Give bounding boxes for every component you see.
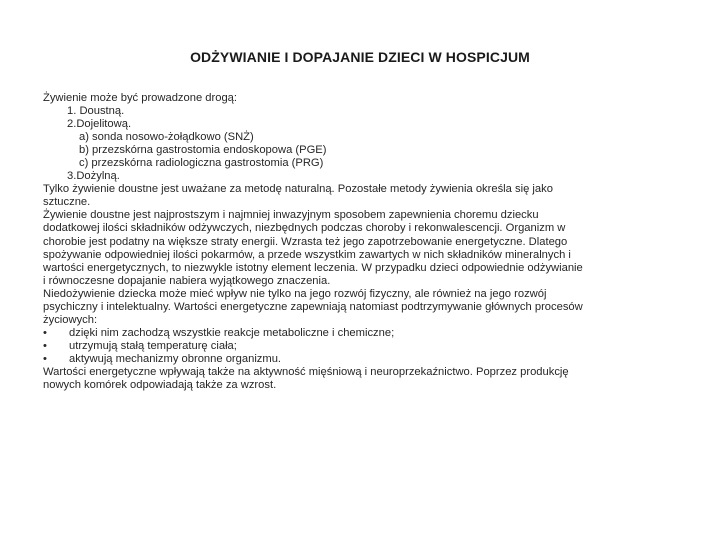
bullet-item bbox=[43, 340, 683, 353]
bullet-item bbox=[43, 353, 683, 366]
list-item: 2.Dojelitową. bbox=[67, 118, 132, 131]
text-line: dodatkowej ilości składników odżywczych, niezbędnych podczas choroby i rekonwalescencji. Organizm w bbox=[43, 222, 566, 235]
text-line: wartości energetycznych, to niezwykle istotny element leczenia. W przypadku dzieci odpowiednie odżywianie bbox=[43, 261, 583, 274]
text-line: spożywanie odpowiedniej ilości pokarmów, a przede wszystkim zawartych w nich składników mineralnych i bbox=[43, 248, 571, 261]
bullet-text: dzięki nim zachodzą wszystkie reakcje metaboliczne i chemiczne; bbox=[69, 326, 395, 339]
text-line: Żywienie doustne jest najprostszym i najmniej inwazyjnym sposobem zapewnienia choremu dziecku bbox=[43, 209, 539, 222]
text-line: Tylko żywienie doustne jest uważane za metodę naturalną. Pozostałe metody żywienia określa się jako bbox=[43, 183, 553, 196]
document-body bbox=[43, 92, 683, 392]
sub-list-item: c) przezskórna radiologiczna gastrostomia (PRG) bbox=[79, 157, 324, 170]
bullet-item bbox=[43, 327, 683, 340]
text-line: nowych komórek odpowiadają także za wzrost. bbox=[43, 379, 277, 392]
bullet-icon: • bbox=[43, 326, 47, 339]
text-line: i równoczesne dopajanie nabiera wyjątkowego znaczenia. bbox=[43, 274, 331, 287]
text-line: chorobie jest podatny na większe straty energii. Wzrasta też jego zapotrzebowanie energetyczne. Dlatego bbox=[43, 235, 568, 248]
sub-list-item: b) przezskórna gastrostomia endoskopowa (PGE) bbox=[79, 144, 327, 157]
bullet-text: utrzymują stałą temperaturę ciała; bbox=[69, 339, 237, 352]
list-item: 1. Doustną. bbox=[67, 105, 125, 118]
text-line: Żywienie może być prowadzone drogą: bbox=[43, 92, 238, 104]
text-line: życiowych: bbox=[43, 313, 98, 326]
text-line: Wartości energetyczne wpływają także na aktywność mięśniową i neuroprzekaźnictwo. Poprzez produkcję bbox=[43, 365, 569, 378]
bullet-icon: • bbox=[43, 352, 47, 365]
page-title: ODŻYWIANIE I DOPAJANIE DZIECI W HOSPICJUM bbox=[190, 49, 530, 65]
text-line: Niedożywienie dziecka może mieć wpływ nie tylko na jego rozwój fizyczny, ale również na jego rozwój bbox=[43, 287, 547, 300]
text-line: psychiczny i intelektualny. Wartości energetyczne zapewniają natomiast podtrzymywanie głównych procesów bbox=[43, 300, 583, 313]
sub-list-item: a) sonda nosowo-żołądkowo (SNŻ) bbox=[79, 131, 254, 144]
bullet-text: aktywują mechanizmy obronne organizmu. bbox=[69, 352, 282, 365]
bullet-icon: • bbox=[43, 339, 47, 352]
text-line: sztuczne. bbox=[43, 196, 91, 209]
list-item: 3.Dożylną. bbox=[67, 170, 120, 183]
